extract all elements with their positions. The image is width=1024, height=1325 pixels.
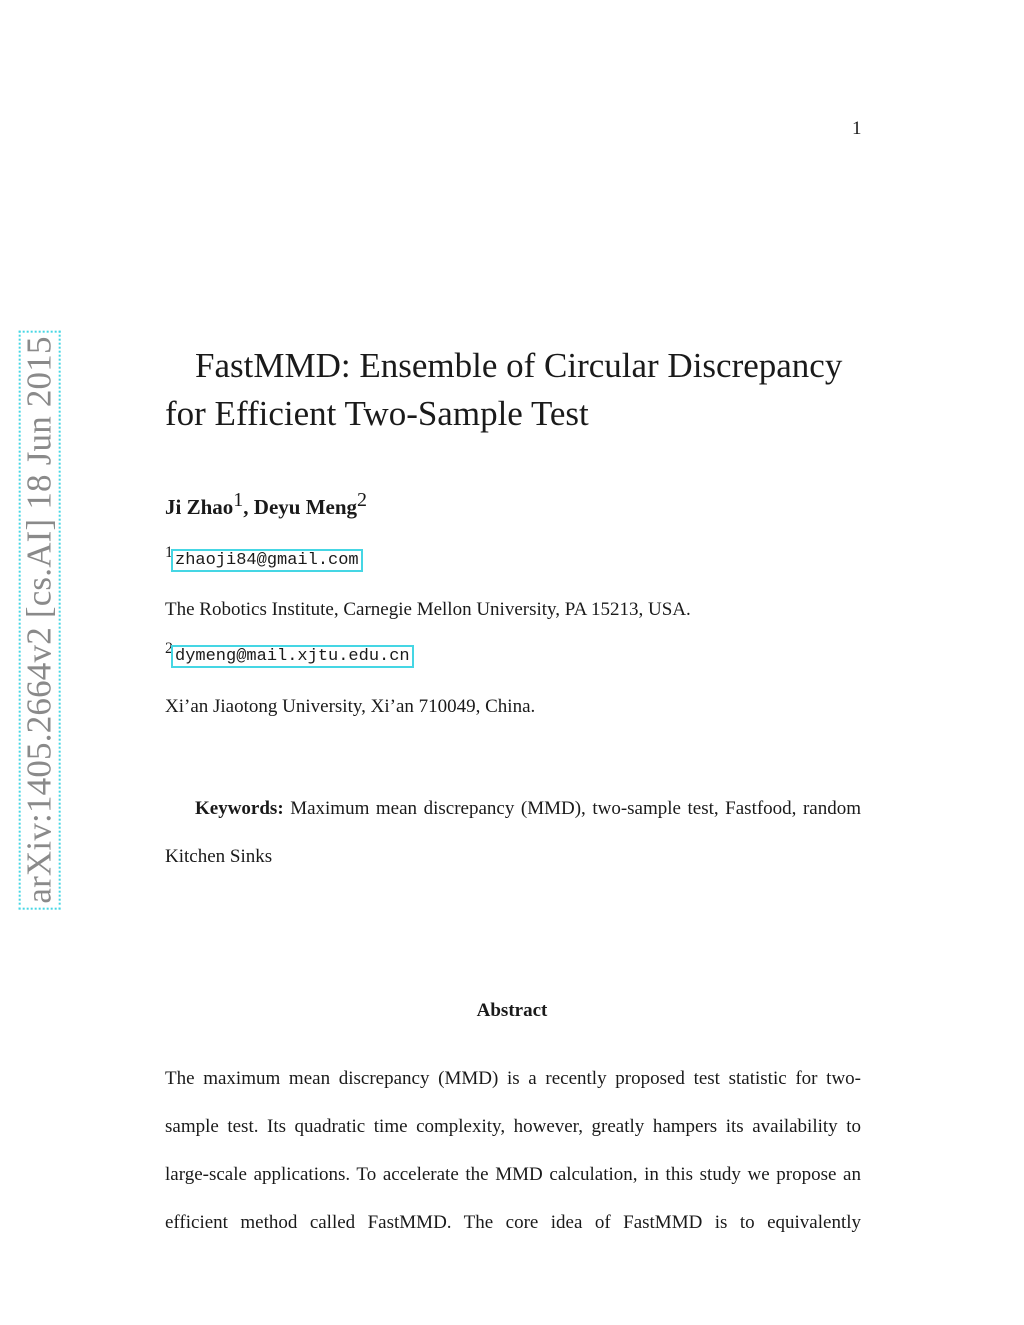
author-name: Deyu Meng (253, 495, 358, 519)
affiliation-1-email-line (165, 544, 361, 570)
affiliation-mark: 1 (165, 544, 173, 561)
abstract-heading: Abstract (476, 1000, 548, 1021)
abstract-text: The maximum mean discrepancy (MMD) is a recently proposed test statistic for two-sample test. Its quadratic time complexity, however, greatly hampers its availability to large-scale applications. To accelerate the MMD calculation, in this study we propose an efficient method called FastMMD. The core idea of FastMMD is to equivalently (165, 1068, 861, 1233)
page-number: 1 (852, 118, 862, 139)
keywords-paragraph (165, 785, 861, 881)
email-link[interactable]: dymeng@mail.xjtu.edu.cn (175, 647, 410, 666)
arxiv-stamp-text[interactable]: arXiv:1405.2664v2 [cs.AI] 18 Jun 2015 (21, 332, 59, 907)
paper-title: FastMMD: Ensemble of Circular Discrepancy for Efficient Two-Sample Test (165, 346, 843, 433)
author-list (165, 489, 368, 520)
affiliation-1-institution: The Robotics Institute, Carnegie Mellon University, PA 15213, USA. (165, 599, 691, 620)
author-affiliation-mark: 1 (233, 489, 244, 511)
author-separator: , (243, 495, 254, 519)
arxiv-stamp[interactable] (20, 336, 60, 904)
keywords-label: Keywords: (195, 798, 284, 819)
affiliation-mark: 2 (165, 640, 173, 657)
author-name: Ji Zhao (165, 495, 234, 519)
email-link[interactable]: zhaoji84@gmail.com (175, 551, 359, 570)
affiliation-2-institution: Xi’an Jiaotong University, Xi’an 710049, China. (165, 696, 536, 717)
keywords-text: Maximum mean discrepancy (MMD), two-sample test, Fastfood, random Kitchen Sinks (165, 798, 861, 867)
affiliation-2-email-line (165, 640, 412, 666)
author-affiliation-mark: 2 (357, 489, 368, 511)
